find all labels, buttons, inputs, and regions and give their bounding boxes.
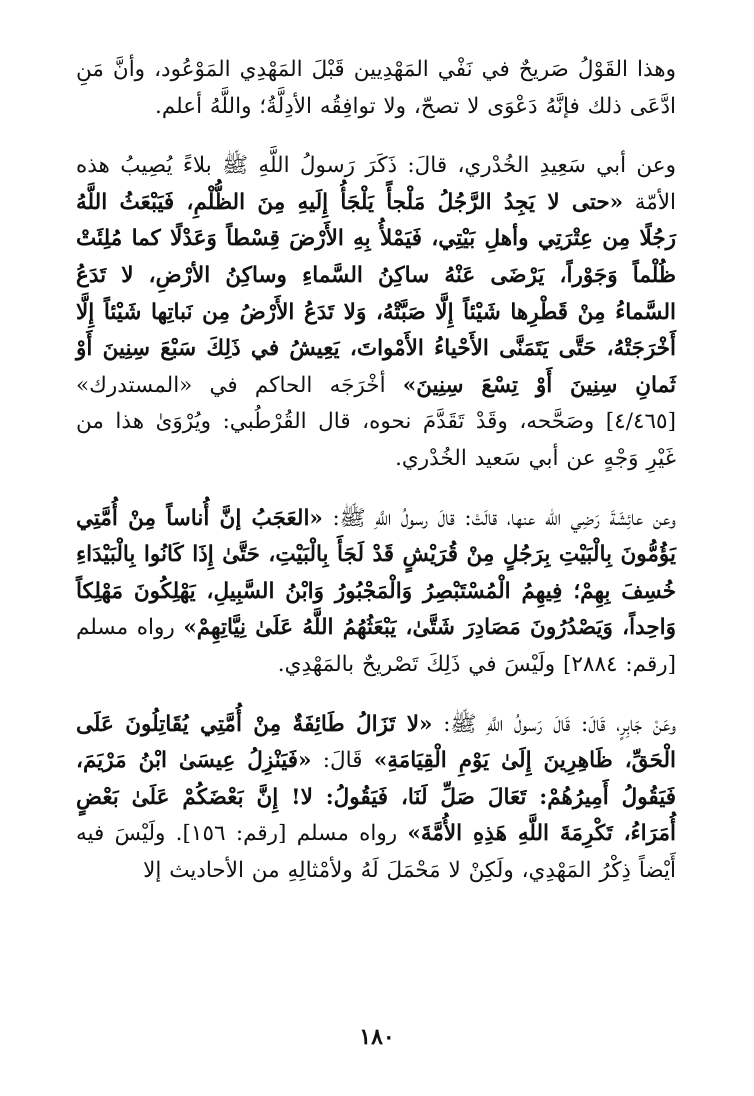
paragraph-4 xyxy=(76,707,676,890)
hadith-quote: «لا تَزَالُ طَائِفَةٌ مِنْ أُمَّتِي يُقَاتِلُونَ عَلَى الْحَقِّ، ظَاهِرِينَ إِلَىٰ يَوْمِ الْقِيَامَةِ» xyxy=(76,711,676,774)
body-text: وعَنْ جَابِرٍ، قَالَ: قَالَ رَسولُ اللَّهِ ﷺ: xyxy=(432,711,677,737)
hadith-quote: «حتى لا يَجِدُ الرَّجُلُ مَلْجأً يَلْجَأُ إِلَيهِ مِنَ الظُّلْمِ، فَيَبْعَثُ اللَّهُ رَجُلًا مِن عِتْرَتِي وأهلِ بَيْتِي، فَيَمْلأُ بِهِ الأَرْضَ قِسْطاً وَعَدْلًا كما مُلِئَتْ ظُلْماً وَجَوْراً، يَرْضَى عَنْهُ ساكِنُ السَّماءِ وساكِنُ الأرْضِ، لا تَدَعُ السَّماءُ مِنْ قَطْرِها شَيْئاً إِلَّا صَبَّتْهُ، وَلا تَدَعُ الأَرْضُ مِن نَباتِها شَيْئاً إِلَّا أَخْرَجَتْهُ، حَتَّى يَتَمَنَّى الأَحْياءُ الأَمْواتَ، يَعِيشُ في ذَلِكَ سَبْعَ سِنِينَ أَوْ ثَمانِ سِنِينَ أَوْ تِسْعَ سِنِينَ» xyxy=(76,189,677,398)
paragraph-1 xyxy=(76,52,676,125)
hadith-quote: «فَيَنْزِلُ عِيسَىٰ ابْنُ مَرْيَمَ، فَيَقُولُ أَمِيرُهُمْ: تَعَالَ صَلِّ لَنَا، فَيَقُولُ: لا! إِنَّ بَعْضَكُمْ عَلَىٰ بَعْضٍ أُمَرَاءُ، تَكْرِمَةَ اللَّهِ هَذِهِ الأُمَّةَ» xyxy=(76,748,676,847)
body-text: رواه مسلم [رقم: ١٥٦]. ولَيْسَ فيه أَيْضاً ذِكْرُ المَهْدِي، ولَكِنْ لا مَحْمَلَ لَهُ ولأمْثالِهِ من الأحاديث إلا xyxy=(76,821,676,883)
paragraph-2 xyxy=(76,148,676,477)
hadith-quote: «العَجَبُ إنَّ أُناساً مِنْ أُمَّتِي يَؤُمُّونَ بِالْبَيْتِ بِرَجُلٍ مِنْ قُرَيْشٍ قَدْ لَجَأَ بِالْبَيْتِ، حَتَّىٰ إِذَا كَانُوا بِالْبَيْدَاءِ خُسِفَ بِهِمْ؛ فِيهِمُ الْمُسْتَبْصِرُ وَالْمَجْبُورُ وَابْنُ السَّبِيلِ، يَهْلِكُونَ مَهْلِكاً وَاحِداً، وَيَصْدُرُونَ مَصَادِرَ شَتَّىٰ، يَبْعَثُهُمُ اللَّهُ عَلَىٰ نِيَّاتِهِمْ» xyxy=(75,505,676,641)
page-number: ١٨٠ xyxy=(359,1024,395,1050)
body-text: قَالَ: xyxy=(311,748,374,774)
body-text: وعن عائِشَةَ رَضِي الله عنها، قالَتْ: قالَ رسولُ اللَّهِ ﷺ: xyxy=(322,505,676,531)
body-text: أخْرَجَه الحاكم في «المستدرك» [٤/٤٦٥] وصَحَّحه، وقَدْ تَقَدَّمَ نحوه، قال القُرْطُبي: ويُرْوَىٰ هذا من غَيْرِ وَجْهٍ عن أبي سَعيد الخُدْري. xyxy=(76,372,676,471)
paragraph-3 xyxy=(76,501,676,684)
body-text: وهذا القَوْلُ صَريحٌ في نَفْي المَهْدِيين قَبْلَ المَهْدِي المَوْعُود، وأنَّ مَنِ ادَّعَى ذلك فإنَّهُ دَعْوَى لا تصحّ، ولا توافِقُه الأدِلَّةُ؛ واللَّهُ أعلم. xyxy=(76,57,676,119)
body-text: رواه مسلم [رقم: ٢٨٨٤] ولَيْسَ في ذَلِكَ تَصْريحٌ بالمَهْدِي. xyxy=(76,615,676,677)
body-text: وعن أبي سَعِيدِ الخُدْري، قالَ: ذَكَرَ رَسولُ اللَّهِ ﷺ بلاءً يُصِيبُ هذه الأمّة xyxy=(76,153,676,215)
